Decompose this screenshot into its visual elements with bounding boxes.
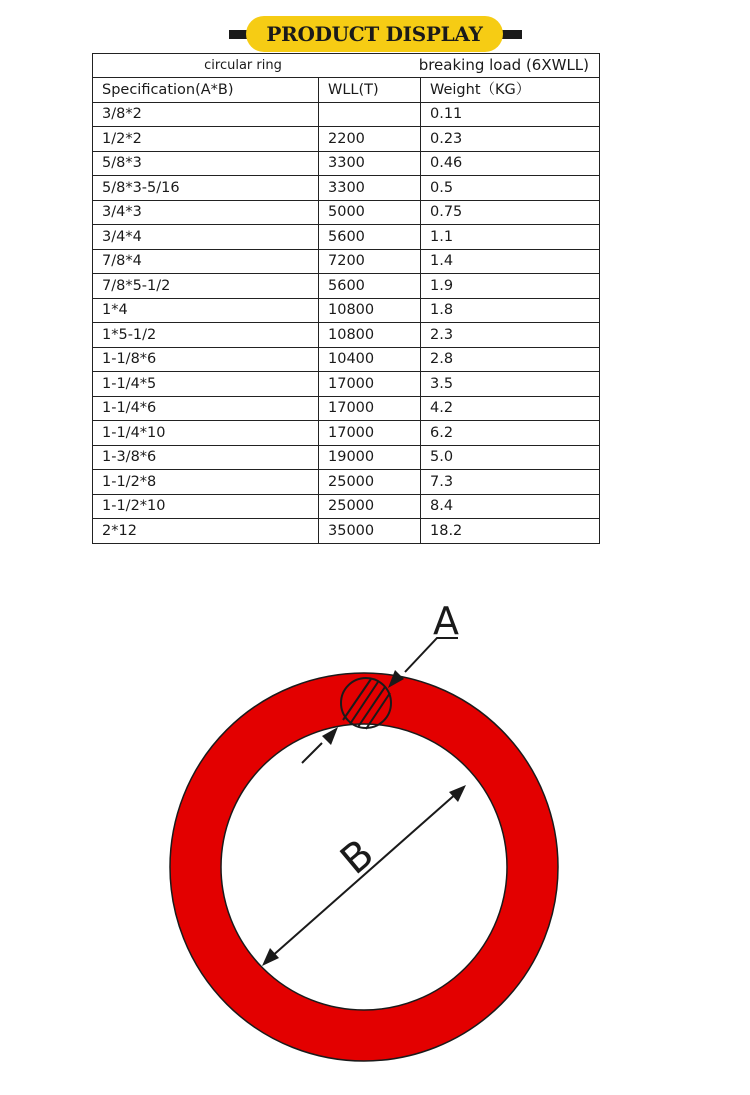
weight-cell: 1.9 (421, 274, 600, 299)
caption-row (93, 54, 600, 78)
table-row (93, 519, 600, 544)
wll-cell: 10800 (319, 298, 421, 323)
table-row (93, 347, 600, 372)
weight-cell: 8.4 (421, 494, 600, 519)
spec-cell: 7/8*4 (93, 249, 319, 274)
weight-cell: 1.1 (421, 225, 600, 250)
table-row (93, 298, 600, 323)
weight-cell: 2.3 (421, 323, 600, 348)
spec-cell: 1-1/4*6 (93, 396, 319, 421)
dimension-label-b: B (332, 830, 383, 884)
weight-cell: 1.4 (421, 249, 600, 274)
weight-cell: 3.5 (421, 372, 600, 397)
weight-cell: 0.11 (421, 102, 600, 127)
wll-cell: 10400 (319, 347, 421, 372)
table-row (93, 151, 600, 176)
spec-cell: 3/4*3 (93, 200, 319, 225)
spec-cell: 1-1/2*8 (93, 470, 319, 495)
b-arrow-right (449, 785, 466, 802)
wll-cell: 5600 (319, 225, 421, 250)
spec-cell: 1*5-1/2 (93, 323, 319, 348)
table-row (93, 421, 600, 446)
table-row (93, 200, 600, 225)
spec-cell: 5/8*3-5/16 (93, 176, 319, 201)
table-row (93, 176, 600, 201)
header-spec: Specification(A*B) (93, 78, 319, 103)
wll-cell: 3300 (319, 151, 421, 176)
spec-cell: 1-1/2*10 (93, 494, 319, 519)
spec-cell: 3/4*4 (93, 225, 319, 250)
table-row (93, 470, 600, 495)
weight-cell: 0.46 (421, 151, 600, 176)
wll-cell: 25000 (319, 470, 421, 495)
weight-cell: 0.23 (421, 127, 600, 152)
banner-title: PRODUCT DISPLAY (266, 22, 483, 46)
weight-cell: 18.2 (421, 519, 600, 544)
a-leader-line (405, 638, 458, 672)
wll-cell: 10800 (319, 323, 421, 348)
spec-cell: 7/8*5-1/2 (93, 274, 319, 299)
banner-pill (246, 16, 503, 52)
wll-cell: 2200 (319, 127, 421, 152)
wll-cell: 3300 (319, 176, 421, 201)
spec-cell: 1*4 (93, 298, 319, 323)
caption-cell (93, 54, 600, 78)
a-lower-line (302, 743, 322, 763)
table-row (93, 494, 600, 519)
table-row (93, 274, 600, 299)
weight-cell: 0.5 (421, 176, 600, 201)
b-dimension (262, 785, 466, 966)
spec-cell: 3/8*2 (93, 102, 319, 127)
weight-cell: 2.8 (421, 347, 600, 372)
wll-cell: 5600 (319, 274, 421, 299)
table-row (93, 445, 600, 470)
wll-cell: 17000 (319, 372, 421, 397)
spec-table (92, 53, 600, 544)
caption-right: breaking load (6XWLL) (418, 56, 590, 74)
caption-left: circular ring (204, 58, 282, 73)
weight-cell: 7.3 (421, 470, 600, 495)
spec-cell: 1-1/4*5 (93, 372, 319, 397)
table-row (93, 249, 600, 274)
wll-cell: 17000 (319, 396, 421, 421)
spec-cell: 5/8*3 (93, 151, 319, 176)
table-row (93, 102, 600, 127)
weight-cell: 1.8 (421, 298, 600, 323)
b-arrow-left (262, 948, 279, 966)
weight-cell: 0.75 (421, 200, 600, 225)
wll-cell: 25000 (319, 494, 421, 519)
weight-cell: 6.2 (421, 421, 600, 446)
table-row (93, 127, 600, 152)
spec-cell: 1-1/4*10 (93, 421, 319, 446)
header-row (93, 78, 600, 103)
wll-cell: 17000 (319, 421, 421, 446)
table-row (93, 372, 600, 397)
weight-cell: 5.0 (421, 445, 600, 470)
spec-cell: 1/2*2 (93, 127, 319, 152)
wll-cell: 7200 (319, 249, 421, 274)
wll-cell: 5000 (319, 200, 421, 225)
section-banner (0, 0, 750, 60)
weight-cell: 4.2 (421, 396, 600, 421)
table-row (93, 323, 600, 348)
header-weight: Weight（KG） (421, 78, 600, 103)
wll-cell (319, 102, 421, 127)
table-row (93, 396, 600, 421)
spec-cell: 1-3/8*6 (93, 445, 319, 470)
wll-cell: 19000 (319, 445, 421, 470)
spec-cell: 2*12 (93, 519, 319, 544)
ring-diagram (0, 580, 750, 1080)
wll-cell: 35000 (319, 519, 421, 544)
table-row (93, 225, 600, 250)
dimension-label-a: A (433, 599, 459, 643)
spec-cell: 1-1/8*6 (93, 347, 319, 372)
header-wll: WLL(T) (319, 78, 421, 103)
